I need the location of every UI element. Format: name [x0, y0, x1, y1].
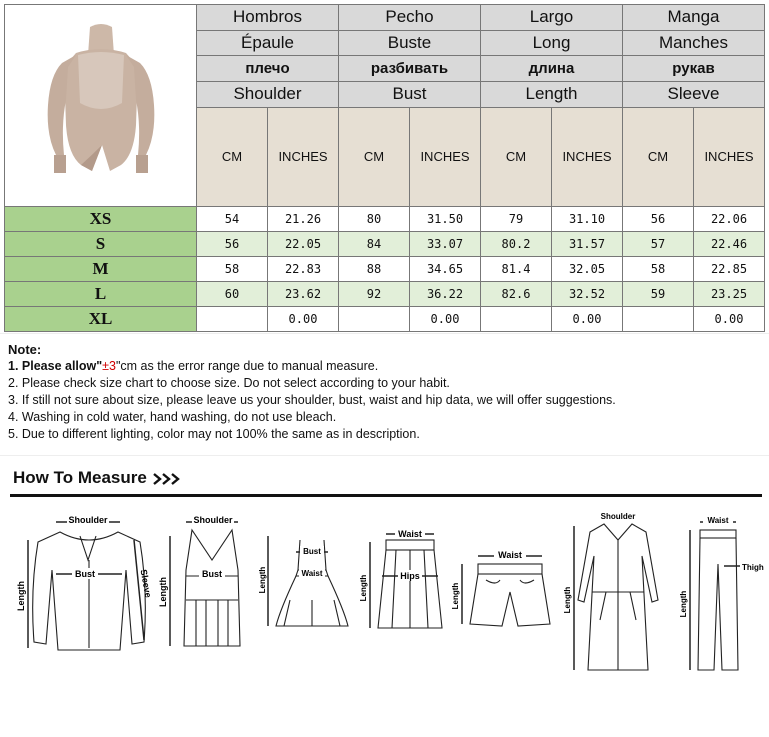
table-cell: 22.83 — [268, 257, 339, 282]
heading-underline — [10, 494, 762, 497]
coat-illustration — [574, 518, 658, 670]
how-to-measure-heading — [13, 468, 182, 488]
table-row — [5, 282, 765, 307]
size-label: XL — [5, 307, 197, 332]
chevron-arrows-icon — [152, 472, 182, 486]
label-length: Length — [158, 577, 168, 607]
label-waist: Waist — [707, 516, 729, 525]
size-label: XS — [5, 207, 197, 232]
shorts-illustration — [462, 556, 550, 626]
header-sleeve-fr: Manches — [623, 30, 765, 56]
notes-section — [8, 341, 616, 443]
header-bust-fr: Buste — [339, 30, 481, 56]
label-bust: Bust — [202, 569, 222, 579]
table-cell: 22.46 — [694, 232, 765, 257]
size-label: M — [5, 257, 197, 282]
table-row — [5, 207, 765, 232]
table-cell: 21.26 — [268, 207, 339, 232]
label-shoulder: Shoulder — [68, 515, 108, 525]
table-cell: 84 — [339, 232, 410, 257]
label-length: Length — [563, 586, 572, 614]
table-cell: 32.05 — [552, 257, 623, 282]
blouse-illustration — [28, 522, 145, 650]
header-sleeve-en: Sleeve — [623, 81, 765, 107]
size-label: S — [5, 232, 197, 257]
label-length: Length — [258, 566, 267, 594]
table-cell: 88 — [339, 257, 410, 282]
table-cell — [197, 307, 268, 332]
table-cell: 80 — [339, 207, 410, 232]
table-cell: 59 — [623, 282, 694, 307]
label-bust: Bust — [303, 547, 321, 556]
table-cell — [623, 307, 694, 332]
table-cell: 79 — [481, 207, 552, 232]
label-length: Length — [16, 581, 26, 611]
table-cell: 56 — [623, 207, 694, 232]
notes-title: Note: — [8, 342, 42, 357]
table-cell: 22.05 — [268, 232, 339, 257]
table-cell: 31.57 — [552, 232, 623, 257]
table-row — [5, 257, 765, 282]
divider — [0, 455, 769, 456]
table-cell: 23.62 — [268, 282, 339, 307]
how-to-measure-title: How To Measure — [13, 468, 147, 487]
table-row — [5, 307, 765, 332]
table-cell: 92 — [339, 282, 410, 307]
size-label: L — [5, 282, 197, 307]
table-cell: 31.10 — [552, 207, 623, 232]
table-cell: 58 — [623, 257, 694, 282]
table-cell: 33.07 — [410, 232, 481, 257]
header-shoulder-es: Hombros — [197, 5, 339, 31]
label-thigh: Thigh — [742, 563, 764, 572]
label-shoulder: Shoulder — [193, 515, 233, 525]
table-cell: 58 — [197, 257, 268, 282]
header-bust-ru: разбивать — [339, 56, 481, 82]
table-cell: 60 — [197, 282, 268, 307]
note-item: 4. Washing in cold water, hand washing, do not use bleach. — [8, 410, 337, 424]
table-cell: 80.2 — [481, 232, 552, 257]
label-waist: Waist — [301, 569, 323, 578]
note-item: 5. Due to different lighting, color may not 100% the same as in description. — [8, 427, 420, 441]
unit-label: CM — [197, 107, 268, 207]
measurement-illustrations — [0, 500, 769, 680]
table-cell: 57 — [623, 232, 694, 257]
header-bust-en: Bust — [339, 81, 481, 107]
unit-label: INCHES — [268, 107, 339, 207]
label-length: Length — [679, 590, 688, 618]
label-waist: Waist — [398, 529, 422, 539]
table-cell: 81.4 — [481, 257, 552, 282]
header-sleeve-ru: рукав — [623, 56, 765, 82]
table-cell: 31.50 — [410, 207, 481, 232]
table-cell: 22.85 — [694, 257, 765, 282]
unit-label: CM — [481, 107, 552, 207]
header-sleeve-es: Manga — [623, 5, 765, 31]
note-1-tolerance: ±3 — [102, 359, 116, 373]
unit-label: CM — [623, 107, 694, 207]
note-item: 2. Please check size chart to choose size. Do not select according to your habit. — [8, 376, 450, 390]
header-length-ru: длина — [481, 56, 623, 82]
unit-label: INCHES — [694, 107, 765, 207]
header-shoulder-ru: плечо — [197, 56, 339, 82]
label-shoulder: Shoulder — [600, 512, 636, 521]
unit-label: INCHES — [410, 107, 481, 207]
table-cell — [481, 307, 552, 332]
size-chart-table — [4, 4, 765, 332]
header-bust-es: Pecho — [339, 5, 481, 31]
header-shoulder-fr: Épaule — [197, 30, 339, 56]
product-image-cell — [5, 5, 197, 207]
label-sleeve: Sleeve — [138, 568, 154, 599]
label-length: Length — [359, 574, 368, 602]
table-cell: 0.00 — [552, 307, 623, 332]
header-length-en: Length — [481, 81, 623, 107]
label-bust: Bust — [75, 569, 95, 579]
unit-label: INCHES — [552, 107, 623, 207]
note-1-rest: "cm as the error range due to manual measure. — [115, 359, 379, 373]
table-cell: 23.25 — [694, 282, 765, 307]
label-waist: Waist — [498, 550, 522, 560]
label-length: Length — [451, 582, 460, 610]
note-1-bold: 1. Please allow" — [8, 359, 103, 373]
table-row — [5, 232, 765, 257]
table-cell: 0.00 — [694, 307, 765, 332]
table-cell: 54 — [197, 207, 268, 232]
table-cell: 0.00 — [410, 307, 481, 332]
table-cell: 34.65 — [410, 257, 481, 282]
divider — [0, 333, 769, 334]
header-length-fr: Long — [481, 30, 623, 56]
table-cell: 22.06 — [694, 207, 765, 232]
vest-illustration — [170, 522, 240, 646]
note-item: 3. If still not sure about size, please leave us your shoulder, bust, waist and hip data, we will offer suggestions. — [8, 393, 616, 407]
unit-label: CM — [339, 107, 410, 207]
table-cell: 56 — [197, 232, 268, 257]
header-shoulder-en: Shoulder — [197, 81, 339, 107]
table-cell — [339, 307, 410, 332]
note-item — [8, 358, 616, 375]
table-cell: 0.00 — [268, 307, 339, 332]
table-cell: 36.22 — [410, 282, 481, 307]
table-cell: 32.52 — [552, 282, 623, 307]
header-length-es: Largo — [481, 5, 623, 31]
bodysuit-product-image — [6, 5, 196, 201]
label-hips: Hips — [400, 571, 420, 581]
table-cell: 82.6 — [481, 282, 552, 307]
trousers-illustration — [690, 522, 740, 670]
